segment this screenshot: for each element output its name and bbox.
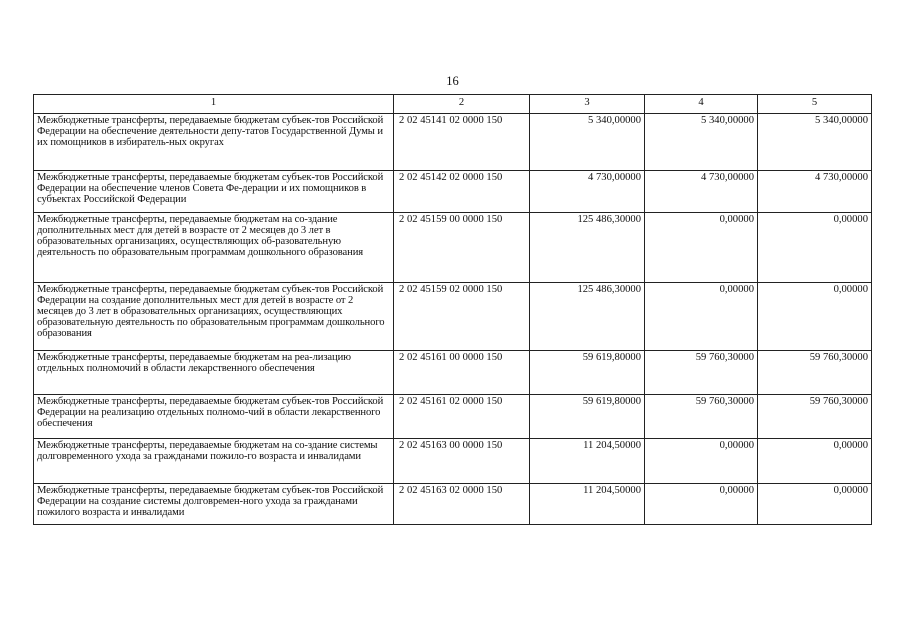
row-value-4: 0,00000 (645, 439, 758, 484)
column-header-1: 1 (34, 95, 394, 114)
column-header-4: 4 (645, 95, 758, 114)
row-value-5: 0,00000 (758, 439, 872, 484)
row-description: Межбюджетные трансферты, передаваемые бюджетам на со-здание системы долговременного ухода за гражданами пожило-го возраста и инвалидами (34, 439, 394, 484)
page-number: 16 (446, 74, 459, 88)
row-value-5: 59 760,30000 (758, 395, 872, 439)
row-code: 2 02 45159 02 0000 150 (394, 283, 530, 351)
table-row (34, 395, 872, 439)
row-value-4: 0,00000 (645, 213, 758, 283)
column-header-3: 3 (530, 95, 645, 114)
budget-table (33, 94, 872, 525)
row-value-5: 0,00000 (758, 283, 872, 351)
table-row (34, 213, 872, 283)
row-code: 2 02 45163 02 0000 150 (394, 484, 530, 525)
column-header-5: 5 (758, 95, 872, 114)
row-code: 2 02 45163 00 0000 150 (394, 439, 530, 484)
row-value-3: 125 486,30000 (530, 283, 645, 351)
row-value-5: 59 760,30000 (758, 351, 872, 395)
table-header (34, 95, 872, 114)
row-value-5: 0,00000 (758, 213, 872, 283)
row-value-3: 11 204,50000 (530, 439, 645, 484)
row-code: 2 02 45161 02 0000 150 (394, 395, 530, 439)
table-row (34, 114, 872, 171)
table-row (34, 484, 872, 525)
row-description: Межбюджетные трансферты, передаваемые бюджетам субъек-тов Российской Федерации на создание системы долговремен-ного ухода за гражданами пожилого возраста и инвалидами (34, 484, 394, 525)
row-description: Межбюджетные трансферты, передаваемые бюджетам на со-здание дополнительных мест для детей в возрасте от 2 месяцев до 3 лет в образовательных организациях, осуществляющих об-разовательную деятельность по образовательным программам дошкольного образования (34, 213, 394, 283)
row-description: Межбюджетные трансферты, передаваемые бюджетам на реа-лизацию отдельных полномочий в области лекарственного обеспечения (34, 351, 394, 395)
row-value-3: 59 619,80000 (530, 351, 645, 395)
row-value-3: 125 486,30000 (530, 213, 645, 283)
row-code: 2 02 45161 00 0000 150 (394, 351, 530, 395)
row-value-3: 4 730,00000 (530, 171, 645, 213)
row-value-5: 0,00000 (758, 484, 872, 525)
row-value-4: 0,00000 (645, 283, 758, 351)
row-value-5: 5 340,00000 (758, 114, 872, 171)
row-value-3: 5 340,00000 (530, 114, 645, 171)
row-value-4: 59 760,30000 (645, 351, 758, 395)
table-row (34, 283, 872, 351)
header-row (34, 95, 872, 114)
row-value-4: 59 760,30000 (645, 395, 758, 439)
row-description: Межбюджетные трансферты, передаваемые бюджетам субъек-тов Российской Федерации на обеспечение членов Совета Фе-дерации и их помощников в субъектах Российской Федерации (34, 171, 394, 213)
table-row (34, 439, 872, 484)
row-value-5: 4 730,00000 (758, 171, 872, 213)
row-value-3: 59 619,80000 (530, 395, 645, 439)
row-code: 2 02 45141 02 0000 150 (394, 114, 530, 171)
column-header-2: 2 (394, 95, 530, 114)
row-code: 2 02 45159 00 0000 150 (394, 213, 530, 283)
row-value-4: 0,00000 (645, 484, 758, 525)
row-value-3: 11 204,50000 (530, 484, 645, 525)
table-body (34, 114, 872, 525)
row-description: Межбюджетные трансферты, передаваемые бюджетам субъек-тов Российской Федерации на обеспечение деятельности депу-татов Государственной Думы и их помощников в избиратель-ных округах (34, 114, 394, 171)
row-description: Межбюджетные трансферты, передаваемые бюджетам субъек-тов Российской Федерации на реализацию отдельных полномо-чий в области лекарственного обеспечения (34, 395, 394, 439)
row-description: Межбюджетные трансферты, передаваемые бюджетам субъек-тов Российской Федерации на создание дополнительных мест для детей в возрасте от 2 месяцев до 3 лет в образовательных организациях, осуществляющих образовательную деятельность по образовательным программам дошкольного образования (34, 283, 394, 351)
table-row (34, 351, 872, 395)
row-code: 2 02 45142 02 0000 150 (394, 171, 530, 213)
row-value-4: 4 730,00000 (645, 171, 758, 213)
table-row (34, 171, 872, 213)
row-value-4: 5 340,00000 (645, 114, 758, 171)
